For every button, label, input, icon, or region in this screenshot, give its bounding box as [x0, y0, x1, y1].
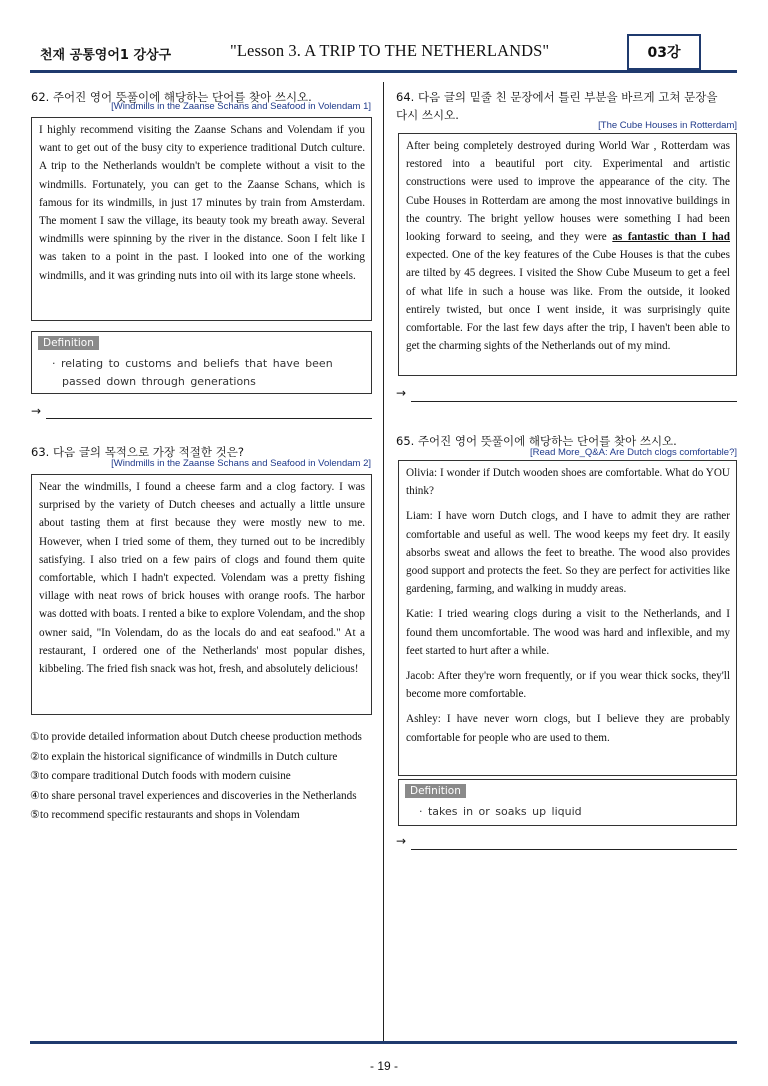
q64-answer-line[interactable]	[411, 401, 737, 402]
q64-source: [The Cube Houses in Rotterdam]	[598, 120, 737, 131]
q64-passage-box	[398, 133, 737, 376]
q63-option-3[interactable]: ③to compare traditional Dutch foods with modern cuisine	[30, 770, 291, 782]
header-rule	[30, 70, 737, 73]
q64-question	[396, 88, 717, 124]
q64-question-line2: 다시 쓰시오.	[396, 108, 459, 122]
q62-passage-box	[31, 117, 372, 321]
q65-answer-line[interactable]	[411, 849, 737, 850]
q64-question-line1: 64. 다음 글의 밑줄 친 문장에서 틀린 부분을 바르게 고쳐 문장을	[396, 90, 718, 104]
q64-passage	[406, 137, 730, 355]
q65-source: [Read More_Q&A: Are Dutch clogs comfortable?]	[530, 447, 737, 458]
q63-question: 63. 다음 글의 목적으로 가장 적절한 것은?	[31, 445, 244, 459]
q65-paragraph-5: Ashley: I have never worn clogs, but I believe they are probably comfortable for people who are used to them.	[406, 713, 730, 744]
q62-definition: · relating to customs and beliefs that have been passed down through generations	[52, 357, 333, 388]
q65-paragraph-3: Katie: I tried wearing clogs during a visit to the Netherlands, and I found them uncomfortable. The wood was hard and inflexible, and my feet started to hurt after a while.	[406, 608, 730, 657]
q65-question: 65. 주어진 영어 뜻풀이에 해당하는 단어를 찾아 쓰시오.	[396, 434, 677, 448]
q64-underlined-sentence: as fantastic than I had	[612, 231, 730, 244]
q63-option-5[interactable]: ⑤to recommend specific restaurants and shops in Volendam	[30, 809, 300, 821]
q63-option-1[interactable]: ①to provide detailed information about Dutch cheese production methods	[30, 731, 362, 743]
page-number: - 19 -	[369, 1059, 398, 1073]
book-title: 천재 공통영어1 강상구	[40, 48, 172, 63]
q65-paragraph-1: Olivia: I wonder if Dutch wooden shoes are comfortable. What do YOU think?	[406, 467, 730, 498]
lesson-title: "Lesson 3. A TRIP TO THE NETHERLANDS"	[230, 41, 550, 60]
q62-answer-arrow: →	[31, 404, 42, 418]
q62-source: [Windmills in the Zaanse Schans and Seafood in Volendam 1]	[111, 101, 371, 112]
q65-definition-box	[398, 779, 737, 826]
q64-passage-before: After being completely destroyed during World War , Rotterdam was restored into a beautiful port city. Experimental and artistic constructions were used to improve the appearance of the city. The Cube Houses in Rotterdam are among the most innovative buildings in the country. The bright yellow houses were something I had been looking forward to seeing, and they were	[406, 140, 730, 244]
q63-passage: Near the windmills, I found a cheese farm and a clog factory. I was surprised by the variety of Dutch cheeses and actually a little unsure about tasting them at first because they were mostly new to me. However, when I tried some of them, they turned out to be incredibly satisfying. I also tried on a few pairs of clogs and found them quite comfortable, which I hadn't expected. Volendam was a pretty fishing village with neat rows of brick houses with orange roofs. The harbor was dotted with boats. I rented a bike to explore Volendam, and the shop owner said, "In Volendam, do as the locals do and eat seafood." At a restaurant, I ordered one of the Netherlands' most popular dishes, kibbeling. The fried fish snack was hot, fresh, and absolutely delicious!	[39, 481, 365, 676]
definition-tag: Definition	[405, 784, 466, 798]
q62-definition-box	[31, 331, 372, 394]
q65-passage-box	[398, 460, 737, 776]
q65-answer-arrow: →	[396, 834, 407, 848]
q63-option-4[interactable]: ④to share personal travel experiences and discoveries in the Netherlands	[30, 789, 357, 802]
definition-tag: Definition	[38, 336, 99, 350]
q63-passage-box	[31, 474, 372, 715]
q63-source: [Windmills in the Zaanse Schans and Seafood in Volendam 2]	[111, 458, 371, 469]
q62-answer-line[interactable]	[46, 418, 372, 419]
q63-options	[30, 728, 365, 826]
column-divider	[383, 82, 384, 1042]
q62-question: 62. 주어진 영어 뜻풀이에 해당하는 단어를 찾아 쓰시오.	[31, 90, 312, 104]
q65-paragraph-2: Liam: I have worn Dutch clogs, and I have to admit they are rather comfortable and useful as well. The wood keeps my feet dry. It easily absorbs sweat and allows the feet to breathe. The wood also provides good support and protects the feet. So they are perfect for activities like gardening, farming, and walking in muddy areas.	[406, 510, 730, 596]
footer-rule	[30, 1041, 737, 1044]
q64-passage-after: expected. One of the key features of the Cube Houses is that the cubes are tilted by 45 degrees. I visited the Show Cube Museum to get a feel of what life in such a house was like. From the outside, it looked entirely twisted, but once I went inside, it was surprisingly quite comfortable. For the last few days after the trip, I haven't been able to get the charming sights of the Netherlands out of my mind.	[406, 249, 730, 353]
q65-paragraph-4: Jacob: After they're worn frequently, or if you wear thick socks, they'll become more comfortable.	[406, 670, 730, 701]
q64-answer-arrow: →	[396, 386, 407, 400]
unit-badge: 03강	[627, 34, 701, 70]
q63-option-2[interactable]: ②to explain the historical significance of windmills in Dutch culture	[30, 750, 338, 763]
q62-passage: I highly recommend visiting the Zaanse Schans and Volendam if you want to get out of the busy city to experience traditional Dutch culture. A trip to the Netherlands wouldn't be complete without a visit to the windmills. Fortunately, you can get to the Zaanse Schans, which is famous for its windmills, in just 17 minutes by train from Amsterdam. The moment I saw the village, its beauty took my breath away. Several windmills were spinning by the river in the distance. Soon I felt like I was taken to a point in the past. I looked into one of the working windmills, and it was grinding nuts into oil with its large stone wheels.	[39, 124, 365, 282]
q65-definition: · takes in or soaks up liquid	[419, 805, 582, 818]
